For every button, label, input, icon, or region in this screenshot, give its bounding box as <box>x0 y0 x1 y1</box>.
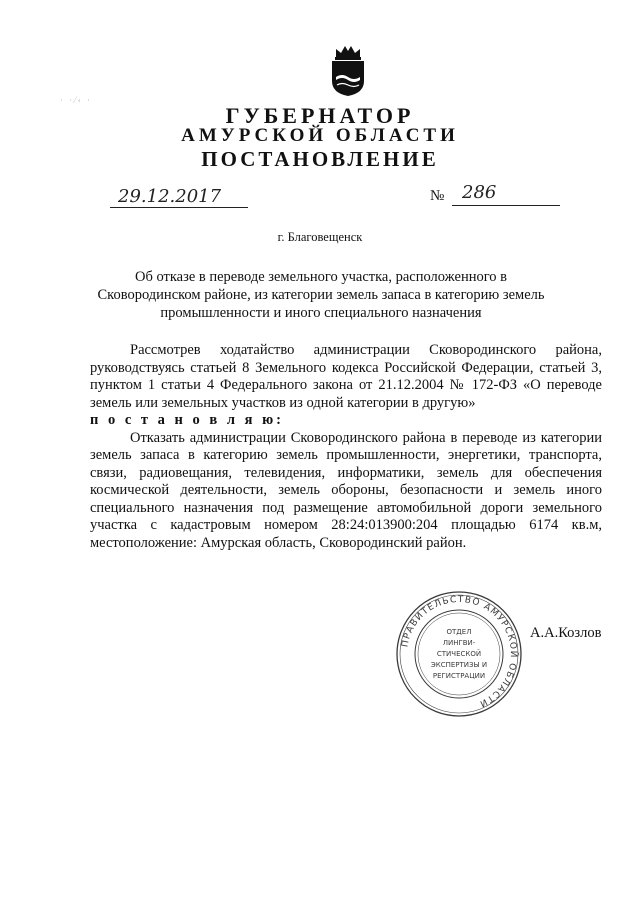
coat-of-arms-icon <box>328 45 368 97</box>
header-title-governor: ГУБЕРНАТОР <box>225 103 415 128</box>
document-body <box>90 342 602 552</box>
stamp-ring-text: ПРАВИТЕЛЬСТВО АМУРСКОЙ ОБЛАСТИ <box>400 594 519 709</box>
stamp-inner-line: ЭКСПЕРТИЗЫ И <box>430 661 488 669</box>
stamp-inner-line: РЕГИСТРАЦИИ <box>432 672 486 680</box>
number-underline <box>452 205 560 206</box>
paragraph-resolution: Отказать администрации Сковородинского района в переводе из категории земель запаса в категорию земель промышленности, энергетики, транспорта, связи, радиовещания, телевидения, информатики, земель для обеспечения космической деятельности, земель обороны, безопасности и земель иного специального назначения под размещение автомобильной дороги земельного участка с кадастровым номером 28:24:013900:204 площадью 6174 кв.м, местоположение: Амурская область, Сковородинский район. <box>90 429 602 551</box>
document-subject: Об отказе в переводе земельного участка, расположенного в Сковородинском районе, из категории земель запаса в категорию земель промышленности и иного специального назначения <box>97 269 545 321</box>
official-stamp-icon <box>395 590 523 718</box>
scan-artifact-marks: · ·⁄‹ · <box>60 95 92 105</box>
number-label: № <box>430 188 445 204</box>
date-underline <box>110 207 248 208</box>
stamp-inner-line: ОТДЕЛ <box>446 628 472 636</box>
decree-keyword: п о с т а н о в л я ю: <box>90 412 284 428</box>
header-title-region: АМУРСКОЙ ОБЛАСТИ <box>181 125 459 146</box>
handwritten-document-number: 286 <box>462 182 497 203</box>
stamp-inner-line: ЛИНГВИ- <box>442 639 476 647</box>
signatory-name: А.А.Козлов <box>530 625 602 641</box>
handwritten-date: 29.12.2017 <box>118 186 222 207</box>
stamp-inner-line: СТИЧЕСКОЙ <box>436 650 482 658</box>
document-type-heading: ПОСТАНОВЛЕНИЕ <box>201 147 439 171</box>
paragraph-preamble: Рассмотрев ходатайство администрации Сковородинского района, руководствуясь статьей 8 Земельного кодекса Российской Федерации, статьей 3, пунктом 1 статьи 4 Федерального закона от 21.12.2004 № 172-ФЗ «О переводе земель или земельных участков из одной категории в другую» <box>90 342 602 411</box>
city-name: г. Благовещенск <box>277 230 363 244</box>
